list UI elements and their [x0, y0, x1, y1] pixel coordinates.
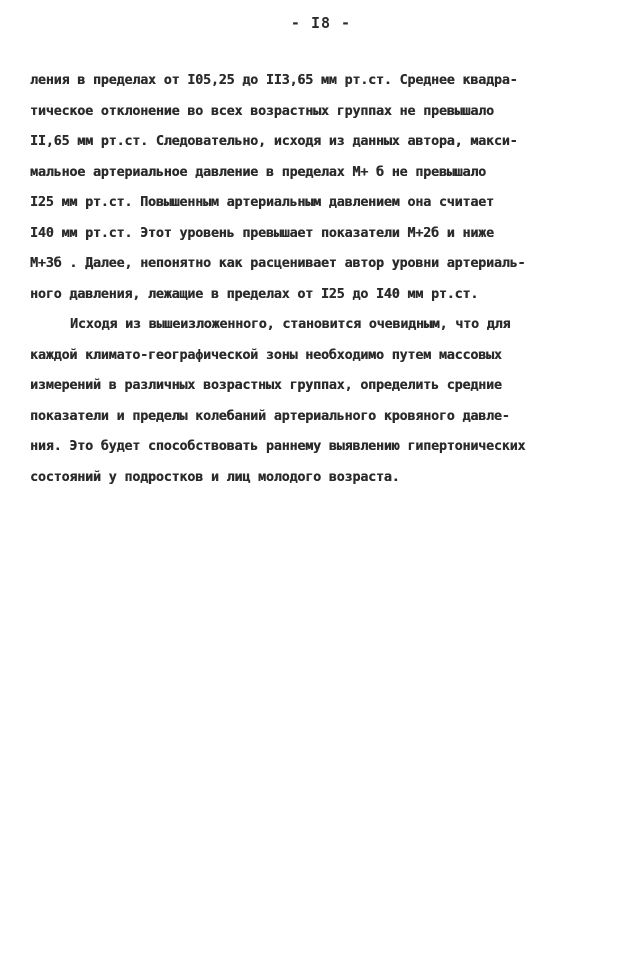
text-line: каждой климато-географической зоны необходимо путем массовых [30, 347, 502, 363]
paragraph-1 [30, 66, 622, 310]
text-line: мальное артериальное давление в пределах М+ б не превышало [30, 164, 486, 180]
text-line: тическое отклонение во всех возрастных группах не превышало [30, 103, 494, 119]
body-text [30, 66, 622, 493]
text-line: Исходя из вышеизложенного, становится очевидным, что для [70, 317, 511, 332]
text-line: состояний у подростков и лиц молодого возраста. [30, 469, 400, 485]
page-number: - I8 - [290, 14, 352, 32]
text-line: показатели и пределы колебаний артериального кровяного давле- [30, 408, 510, 424]
text-line: ления в пределах от I05,25 до II3,65 мм рт.ст. Среднее квадра- [30, 73, 518, 88]
text-line: измерений в различных возрастных группах, определить средние [30, 378, 502, 393]
text-line: ния. Это будет способствовать раннему выявлению гипертонических [30, 439, 526, 454]
text-line: I40 мм рт.ст. Этот уровень превышает показатели М+2б и ниже [30, 225, 494, 241]
text-line: I25 мм рт.ст. Повышенным артериальным давлением она считает [30, 195, 494, 210]
text-line: II,65 мм рт.ст. Следовательно, исходя из данных автора, макси- [30, 134, 518, 149]
text-line: ного давления, лежащие в пределах от I25 до I40 мм рт.ст. [30, 286, 479, 302]
text-line: М+3б . Далее, непонятно как расценивает автор уровни артериаль- [30, 256, 526, 271]
paragraph-2 [30, 310, 622, 493]
